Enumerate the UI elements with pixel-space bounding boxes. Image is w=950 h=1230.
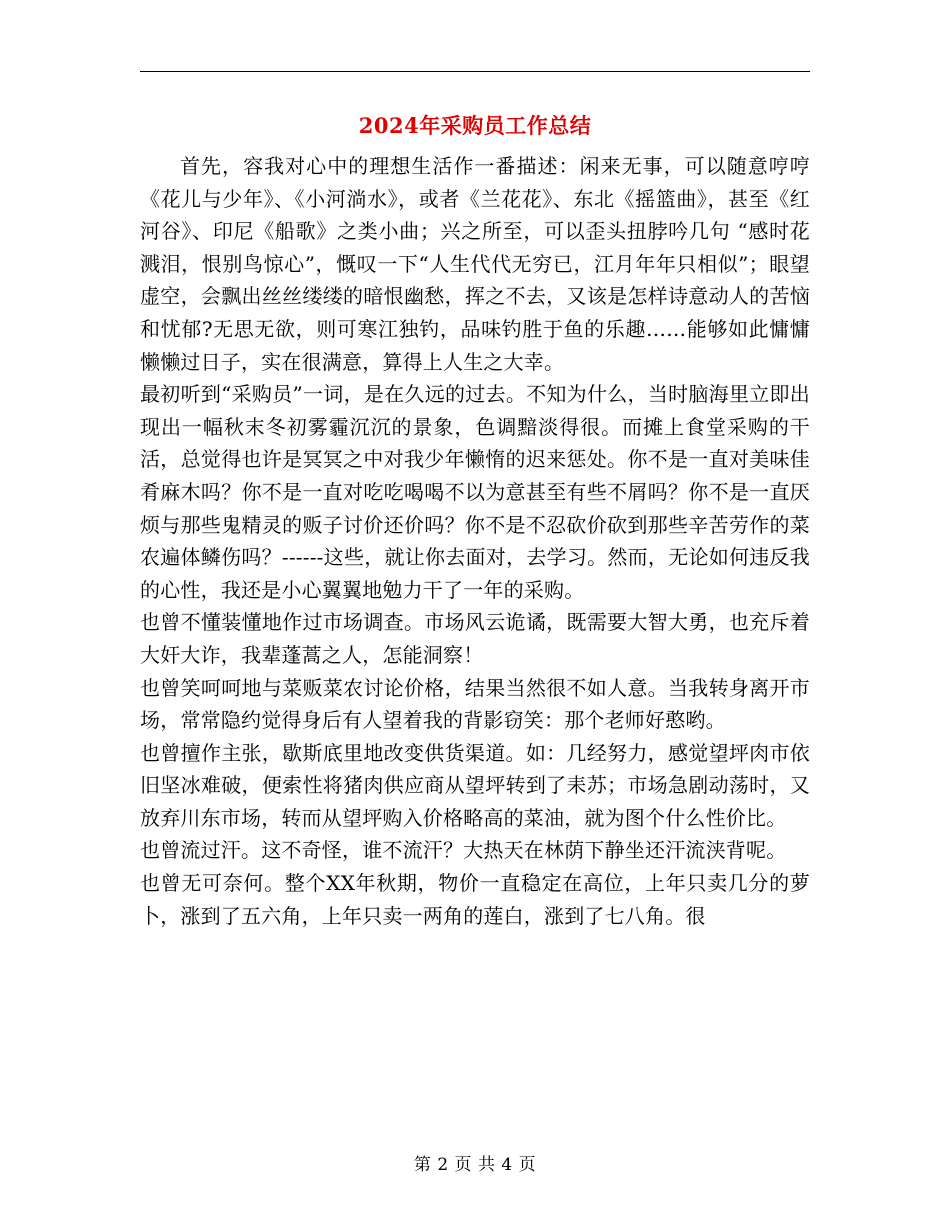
paragraph-supply-channel: 也曾擅作主张，歇斯底里地改变供货渠道。如：几经努力，感觉望坪肉市依旧坚冰难破，便索性将猪肉供应商从望坪转到了耒苏；市场急剧动荡时，又放弃川东市场，转而从望坪购入价格略高的菜油，就为图个什么性价比。 (140, 740, 810, 830)
paragraph-market-survey: 也曾不懂装懂地作过市场调查。市场风云诡谲，既需要大智大勇，也充斥着大奸大诈，我辈蓬蒿之人，怎能洞察！ (140, 610, 810, 667)
paragraph-intro: 首先，容我对心中的理想生活作一番描述：闲来无事，可以随意哼哼《花儿与少年》、《小河淌水》，或者《兰花花》、东北《摇篮曲》，甚至《红河谷》、印尼《船歌》之类小曲；兴之所至，可以歪头扭脖吟几句 “感时花溅泪，恨别鸟惊心”，慨叹一下“人生代代无穷已，江月年年只相似”；眼望虚空，会飘出丝丝缕缕的暗恨幽愁，挥之不去，又该是怎样诗意动人的苦恼和忧郁?无思无欲，则可寒江独钓，品味钓胜于鱼的乐趣……能够如此慵慵懒懒过日子，实在很满意，算得上人生之大幸。 (140, 154, 810, 374)
document-title: 2024年采购员工作总结 (358, 113, 592, 138)
document-body (140, 150, 810, 932)
paragraph-first-heard: 最初听到“采购员”一词，是在久远的过去。不知为什么，当时脑海里立即出现出一幅秋末冬初雾霾沉沉的景象，色调黯淡得很。而摊上食堂采购的干活，总觉得也许是冥冥之中对我少年懒惰的迟来惩处。你不是一直对美味佳肴麻木吗？你不是一直对吃吃喝喝不以为意甚至有些不屑吗？你不是一直厌烦与那些鬼精灵的贩子讨价还价吗？你不是不忍砍价砍到那些辛苦劳作的菜农遍体鳞伤吗？------这些，就让你去面对，去学习。然而，无论如何违反我的心性，我还是小心翼翼地勉力干了一年的采购。 (140, 382, 810, 602)
paragraph-price-talk: 也曾笑呵呵地与菜贩菜农讨论价格，结果当然很不如人意。当我转身离开市场，常常隐约觉得身后有人望着我的背影窃笑：那个老师好憨哟。 (140, 675, 810, 733)
page-footer: 第 2 页 共 4 页 (413, 1155, 537, 1175)
paragraph-sweat: 也曾流过汗。这不奇怪，谁不流汗？大热天在林荫下静坐还汗流浃背呢。 (140, 838, 787, 863)
header-rule (140, 71, 810, 72)
paragraph-helpless: 也曾无可奈何。整个XX年秋期，物价一直稳定在高位，上年只卖几分的萝卜，涨到了五六角，上年只卖一两角的莲白，涨到了七八角。很 (140, 871, 810, 928)
